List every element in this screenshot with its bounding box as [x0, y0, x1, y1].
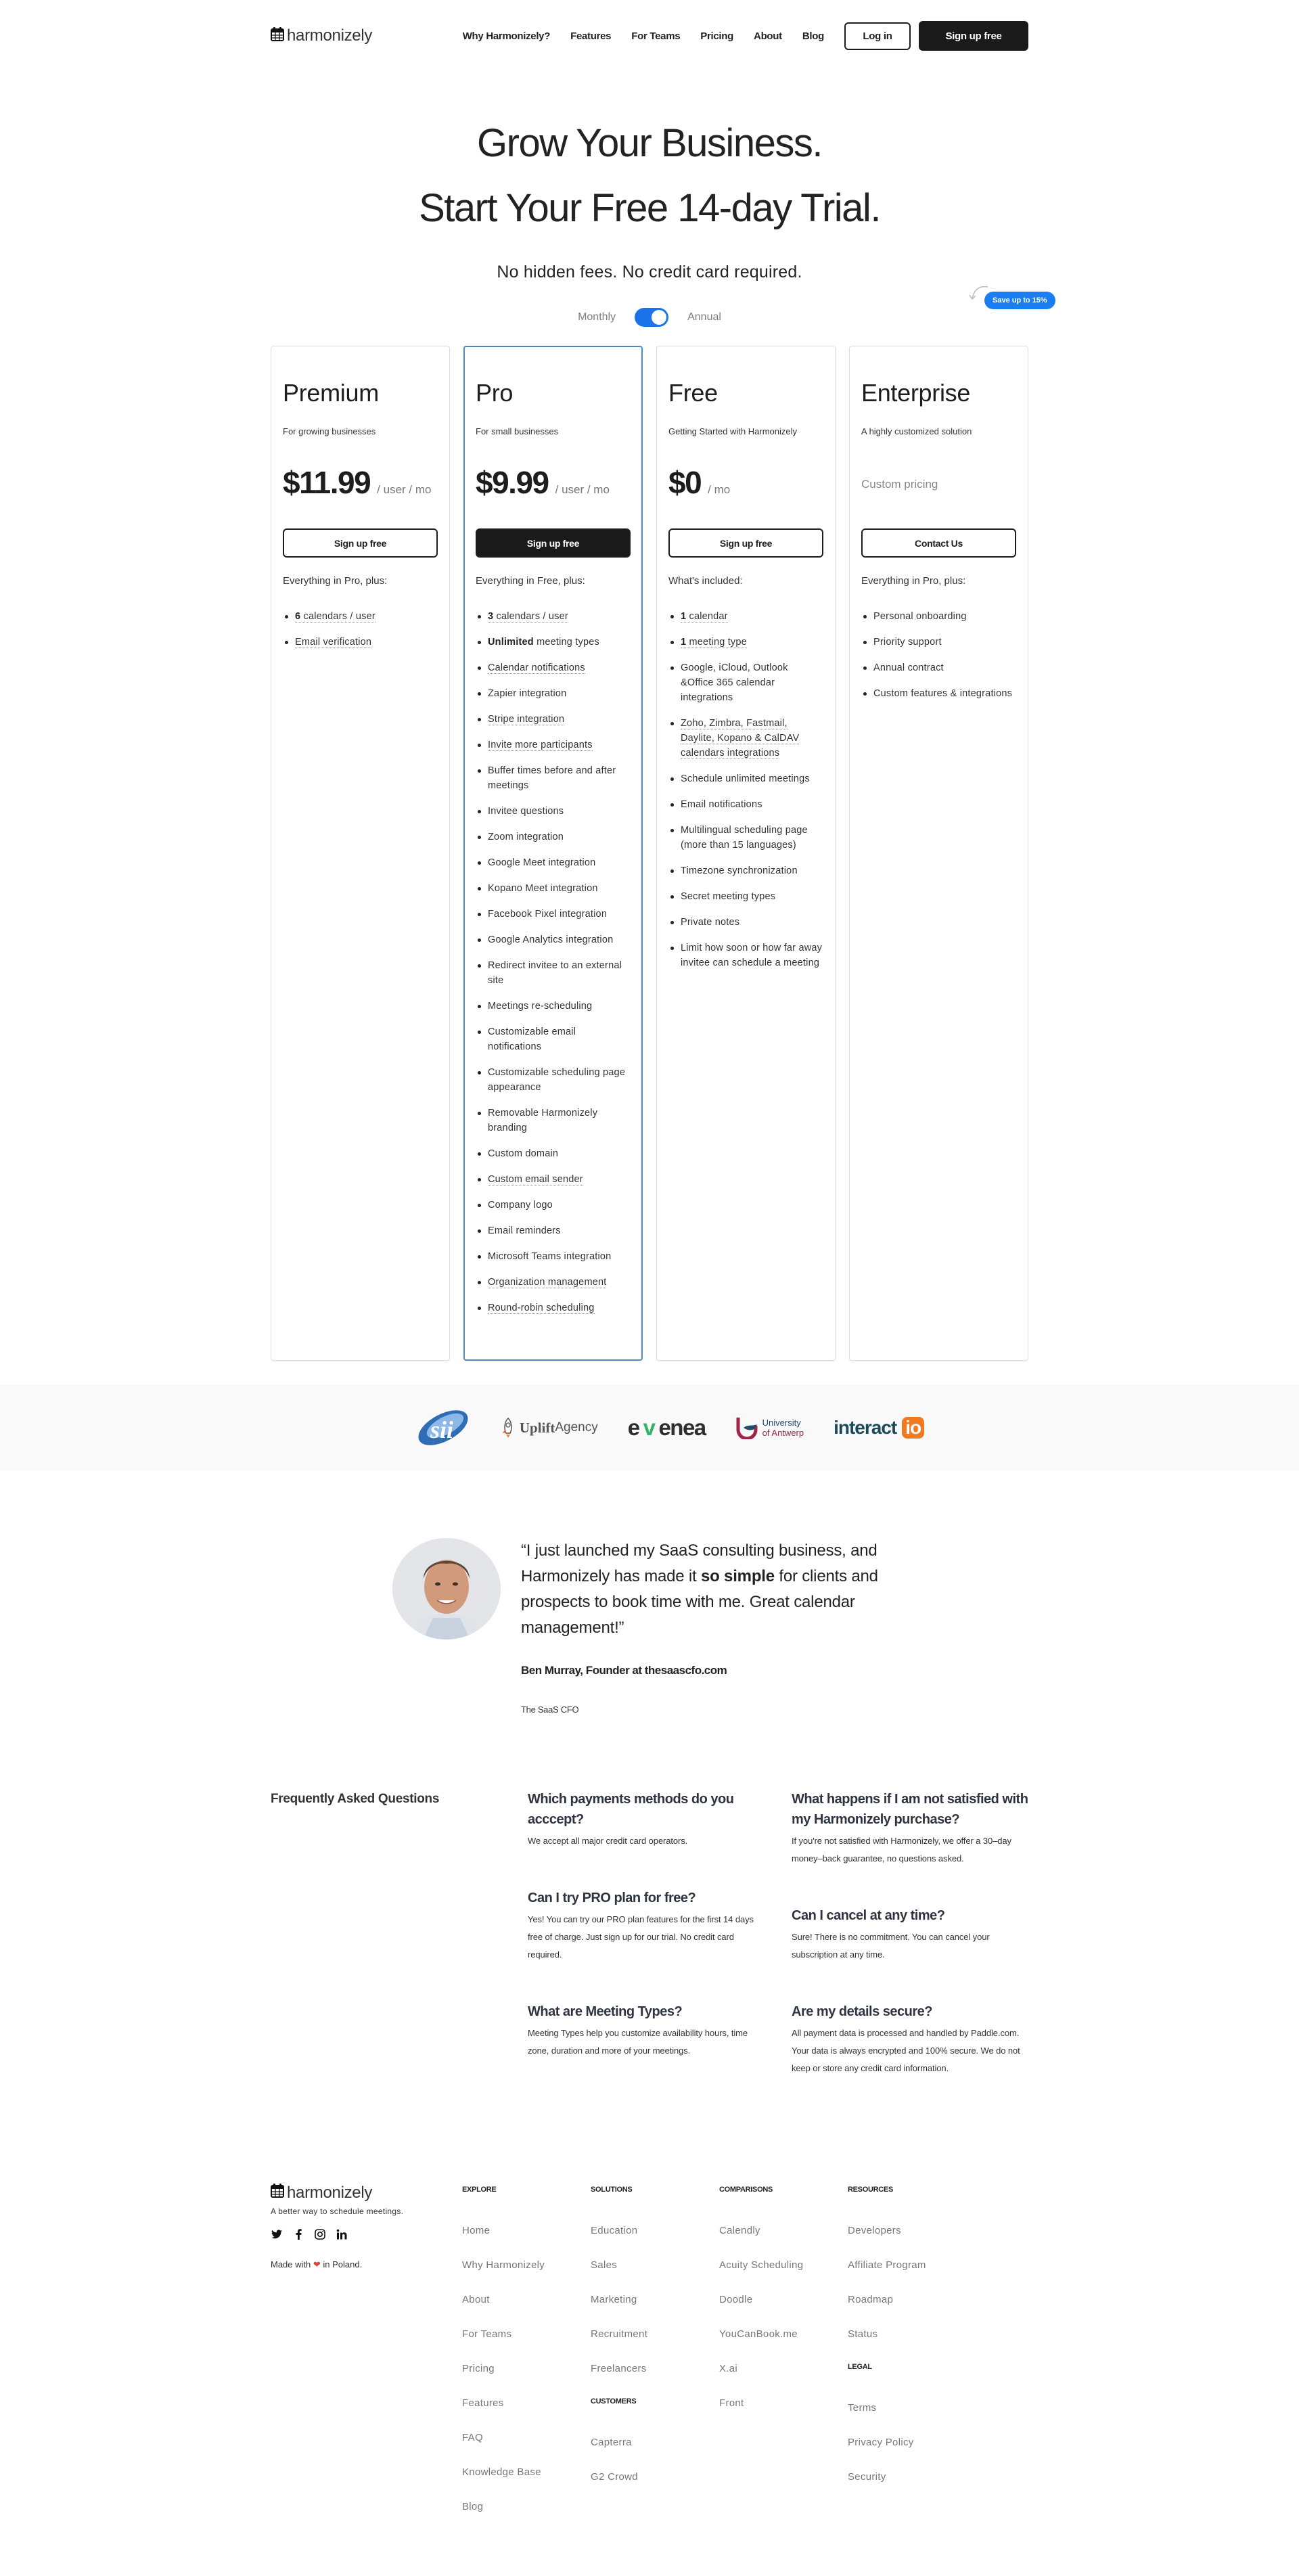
- faq-item: [792, 1905, 1028, 1964]
- feature-item: Timezone synchronization: [668, 863, 823, 878]
- footer-link-freelancers[interactable]: Freelancers: [591, 2363, 647, 2374]
- feature-item: Round-robin scheduling: [476, 1301, 631, 1315]
- faq-column-left: [528, 1789, 765, 2115]
- plan-name: Enterprise: [861, 379, 971, 407]
- twitter-icon[interactable]: [271, 2228, 283, 2240]
- footer-link-home[interactable]: Home: [462, 2225, 491, 2236]
- faq-item: [792, 1789, 1028, 1868]
- feature-item: Google Meet integration: [476, 855, 631, 870]
- feature-item: Facebook Pixel integration: [476, 907, 631, 922]
- plan-name: Premium: [283, 379, 379, 407]
- testimonial-company: The SaaS CFO: [521, 1704, 579, 1715]
- faq-answer: Meeting Types help you customize availability hours, time zone, duration and more of your meetings.: [528, 2028, 748, 2056]
- faq-item: [528, 1789, 765, 1850]
- svg-text:sii: sii: [430, 1416, 453, 1443]
- feature-item: Stripe integration: [476, 712, 631, 727]
- faq-section: [271, 1789, 1028, 2115]
- save-badge: Save up to 15%: [984, 292, 1055, 309]
- feature-item: Customizable email notifications: [476, 1024, 631, 1054]
- feature-item: Email reminders: [476, 1223, 631, 1238]
- evenea-logo: e v enea: [627, 1415, 706, 1440]
- includes-heading: Everything in Free, plus:: [476, 575, 585, 587]
- feature-item: 6 calendars / user: [283, 609, 438, 624]
- made-text: Made with: [271, 2259, 311, 2269]
- feature-item: Buffer times before and after meetings: [476, 763, 631, 793]
- brand-name: harmonizely: [287, 2183, 373, 2202]
- footer-link-sales[interactable]: Sales: [591, 2259, 618, 2271]
- footer-link-blog[interactable]: Blog: [462, 2501, 484, 2512]
- feature-item: Removable Harmonizely branding: [476, 1106, 631, 1135]
- nav-pricing[interactable]: Pricing: [700, 30, 734, 42]
- plan-card-enterprise: [849, 346, 1028, 1361]
- footer-link-acuity-scheduling[interactable]: Acuity Scheduling: [719, 2259, 804, 2271]
- plan-description: For small businesses: [476, 426, 559, 436]
- footer-link-security[interactable]: Security: [848, 2471, 886, 2483]
- pricing-cards: [271, 346, 1028, 1361]
- footer-link-pricing[interactable]: Pricing: [462, 2363, 495, 2374]
- footer-link-developers[interactable]: Developers: [848, 2225, 901, 2236]
- plan-card-premium: [271, 346, 450, 1361]
- footer-link-g2-crowd[interactable]: G2 Crowd: [591, 2471, 638, 2483]
- brand-name: harmonizely: [287, 26, 373, 45]
- calendar-logo-icon: [271, 2183, 284, 2202]
- comparisons-links: [719, 2225, 848, 2410]
- nav-features[interactable]: Features: [570, 30, 612, 42]
- footer-link-doodle[interactable]: Doodle: [719, 2294, 753, 2305]
- nav-for-teams[interactable]: For Teams: [631, 30, 681, 42]
- feature-item: Annual contract: [861, 660, 1016, 675]
- feature-item: Zoom integration: [476, 830, 631, 844]
- plan-price: $0: [668, 465, 702, 500]
- feature-item: Invite more participants: [476, 738, 631, 752]
- feature-item: Calendar notifications: [476, 660, 631, 675]
- feature-item: Custom domain: [476, 1146, 631, 1161]
- price-row: [668, 464, 823, 512]
- footer-heading-comparisons: COMPARISONS: [719, 2186, 773, 2194]
- linkedin-icon[interactable]: [336, 2228, 348, 2240]
- feature-item: Unlimited meeting types: [476, 635, 631, 650]
- feature-item: Custom email sender: [476, 1172, 631, 1187]
- feature-item: Company logo: [476, 1198, 631, 1213]
- legal-links: [848, 2402, 976, 2483]
- facebook-icon[interactable]: [292, 2228, 304, 2240]
- plan-price: $9.99: [476, 465, 549, 500]
- footer-link-affiliate-program[interactable]: Affiliate Program: [848, 2259, 926, 2271]
- footer-link-privacy-policy[interactable]: Privacy Policy: [848, 2437, 914, 2448]
- price-unit: / mo: [708, 483, 731, 496]
- feature-item: 1 meeting type: [668, 635, 823, 650]
- footer-link-capterra[interactable]: Capterra: [591, 2437, 632, 2448]
- faq-question: What happens if I am not satisfied with my Harmonizely purchase?: [792, 1792, 1028, 1827]
- custom-pricing-label: Custom pricing: [861, 478, 938, 491]
- plan-name: Free: [668, 379, 718, 407]
- feature-list: [476, 609, 631, 1315]
- plan-card-pro: [463, 346, 643, 1361]
- feature-item: Private notes: [668, 915, 823, 930]
- footer-link-youcanbook-me[interactable]: YouCanBook.me: [719, 2328, 798, 2340]
- faq-question: What are Meeting Types?: [528, 2004, 683, 2019]
- feature-item: Schedule unlimited meetings: [668, 771, 823, 786]
- faq-question: Are my details secure?: [792, 2004, 932, 2019]
- footer-tagline: A better way to schedule meetings.: [271, 2207, 404, 2216]
- contact-us-button[interactable]: Contact Us: [861, 528, 1016, 558]
- billing-toggle-row: [271, 296, 1047, 331]
- footer-link-marketing[interactable]: Marketing: [591, 2294, 637, 2305]
- plan-description: Getting Started with Harmonizely: [668, 426, 798, 436]
- footer-col-comparisons: [719, 2183, 848, 2535]
- plan-name: Pro: [476, 379, 514, 407]
- footer-link-recruitment[interactable]: Recruitment: [591, 2328, 648, 2340]
- footer-heading-legal: LEGAL: [848, 2363, 872, 2371]
- quote-text: for clients and prospects to book time with me. Great calendar management!”: [521, 1567, 878, 1637]
- login-button[interactable]: Log in: [844, 22, 911, 50]
- solutions-links: [591, 2225, 719, 2375]
- price-row: [476, 464, 631, 512]
- feature-item: Meetings re-scheduling: [476, 999, 631, 1014]
- hero-title-line-1: Grow Your Business.: [477, 121, 822, 165]
- faq-item: [528, 1888, 765, 1964]
- signup-button[interactable]: Sign up free: [919, 21, 1028, 51]
- footer: [271, 2183, 1028, 2576]
- free-signup-button[interactable]: Sign up free: [668, 528, 823, 558]
- faq-answer: All payment data is processed and handled by Paddle.com. Your data is always encrypted and 100% secure. We do not keep or store any credit card information.: [792, 2028, 1020, 2073]
- feature-item: Email notifications: [668, 797, 823, 812]
- feature-list: [668, 609, 823, 970]
- faq-item: [528, 2002, 765, 2060]
- social-links: [271, 2228, 462, 2240]
- footer-heading-explore: EXPLORE: [462, 2186, 497, 2194]
- nav-links: [463, 21, 1028, 51]
- plan-description: For growing businesses: [283, 426, 376, 436]
- feature-item: Secret meeting types: [668, 889, 823, 904]
- quote-emphasis: so simple: [700, 1567, 775, 1585]
- customer-logos-band: [0, 1385, 1299, 1470]
- nav-blog[interactable]: Blog: [802, 30, 824, 42]
- premium-signup-button[interactable]: Sign up free: [283, 528, 438, 558]
- plan-card-free: [656, 346, 836, 1361]
- footer-link-features[interactable]: Features: [462, 2397, 504, 2409]
- pro-signup-button[interactable]: Sign up free: [476, 528, 631, 558]
- quote-text: “I just launched my SaaS consulting business, and Harmonizely has made it: [521, 1541, 878, 1585]
- feature-item: Google, iCloud, Outlook &Office 365 calendar integrations: [668, 660, 823, 705]
- footer-link-terms[interactable]: Terms: [848, 2402, 877, 2414]
- footer-link-why-harmonizely[interactable]: Why Harmonizely: [462, 2259, 545, 2271]
- feature-item: Kopano Meet integration: [476, 881, 631, 896]
- footer-heading-customers: CUSTOMERS: [591, 2397, 637, 2405]
- testimonial-quote: [521, 1538, 920, 1641]
- feature-item: Limit how soon or how far away invitee can schedule a meeting: [668, 941, 823, 970]
- footer-link-roadmap[interactable]: Roadmap: [848, 2294, 894, 2305]
- brand-logo[interactable]: [271, 26, 372, 46]
- footer-link-faq[interactable]: FAQ: [462, 2432, 483, 2443]
- faq-item: [792, 2002, 1028, 2077]
- feature-item: Google Analytics integration: [476, 932, 631, 947]
- hero-title-line-2: Start Your Free 14-day Trial.: [419, 186, 880, 230]
- footer-link-knowledge-base[interactable]: Knowledge Base: [462, 2466, 541, 2478]
- hero-subtitle: No hidden fees. No credit card required.: [497, 263, 802, 281]
- feature-item: 1 calendar: [668, 609, 823, 624]
- hero: [271, 72, 1047, 331]
- footer-link-calendly[interactable]: Calendly: [719, 2225, 760, 2236]
- feature-item: Multilingual scheduling page (more than 15 languages): [668, 823, 823, 853]
- feature-item: Organization management: [476, 1275, 631, 1290]
- heart-icon: ❤: [313, 2259, 321, 2269]
- feature-item: Personal onboarding: [861, 609, 1016, 624]
- testimonial: [392, 1538, 920, 1715]
- footer-link-x-ai[interactable]: X.ai: [719, 2363, 738, 2374]
- feature-list: [283, 609, 438, 650]
- faq-question: Which payments methods do you acccept?: [528, 1792, 734, 1827]
- faq-answer: We accept all major credit card operators.: [528, 1836, 688, 1846]
- testimonial-author: Ben Murray, Founder at thesaascfo.com: [521, 1664, 727, 1677]
- feature-item: Zoho, Zimbra, Fastmail, Daylite, Kopano & CalDAV calendars integrations: [668, 716, 823, 761]
- footer-link-status[interactable]: Status: [848, 2328, 878, 2340]
- footer-link-front[interactable]: Front: [719, 2397, 744, 2409]
- customers-links: [591, 2437, 719, 2483]
- footer-col-explore: [462, 2183, 591, 2535]
- resources-links: [848, 2225, 976, 2341]
- price-unit: / user / mo: [377, 483, 432, 496]
- faq-question: Can I cancel at any time?: [792, 1908, 945, 1923]
- footer-link-for-teams[interactable]: For Teams: [462, 2328, 512, 2340]
- footer-link-education[interactable]: Education: [591, 2225, 638, 2236]
- plan-description: A highly customized solution: [861, 426, 972, 436]
- sii-logo: [415, 1409, 471, 1446]
- calendar-logo-icon: [271, 26, 284, 46]
- faq-column-right: [792, 1789, 1028, 2115]
- faq-title: Frequently Asked Questions: [271, 1792, 440, 1806]
- made-with-love: [271, 2259, 462, 2270]
- university-of-antwerp-logo: University of Antwerp: [735, 1416, 804, 1439]
- footer-col-solutions: [591, 2183, 719, 2535]
- includes-heading: Everything in Pro, plus:: [283, 575, 388, 587]
- feature-item: Email verification: [283, 635, 438, 650]
- interactio-logo: interact io: [834, 1417, 924, 1439]
- testimonial-avatar: [392, 1538, 501, 1640]
- footer-brand: [271, 2183, 462, 2535]
- faq-answer: If you're not satisfied with Harmonizely, we offer a 30–day money–back guarantee, no questions asked.: [792, 1836, 1011, 1863]
- footer-heading-solutions: SOLUTIONS: [591, 2186, 633, 2194]
- footer-col-resources: [848, 2183, 976, 2535]
- billing-monthly-label[interactable]: Monthly: [578, 311, 616, 323]
- feature-list: [861, 609, 1016, 701]
- feature-item: Microsoft Teams integration: [476, 1249, 631, 1264]
- price-row: [861, 464, 1016, 512]
- plan-price: $11.99: [283, 465, 371, 500]
- feature-item: Customizable scheduling page appearance: [476, 1065, 631, 1095]
- faq-question: Can I try PRO plan for free?: [528, 1891, 696, 1905]
- instagram-icon[interactable]: [314, 2228, 326, 2240]
- feature-item: 3 calendars / user: [476, 609, 631, 624]
- feature-item: Zapier integration: [476, 686, 631, 701]
- feature-item: Invitee questions: [476, 804, 631, 819]
- price-row: [283, 464, 438, 512]
- nav-about[interactable]: About: [754, 30, 782, 42]
- billing-period-toggle[interactable]: [635, 308, 668, 327]
- explore-links: [462, 2225, 591, 2513]
- includes-heading: What's included:: [668, 575, 743, 587]
- made-text: in Poland.: [323, 2259, 363, 2269]
- uplift-agency-logo: Uplift Agency: [501, 1417, 598, 1439]
- top-nav: [271, 0, 1028, 72]
- billing-annual-label[interactable]: Annual: [687, 311, 721, 323]
- nav-why-harmonizely[interactable]: Why Harmonizely?: [462, 30, 551, 42]
- includes-heading: Everything in Pro, plus:: [861, 575, 966, 587]
- feature-item: Custom features & integrations: [861, 686, 1016, 701]
- footer-heading-resources: RESOURCES: [848, 2186, 893, 2194]
- feature-item: Redirect invitee to an external site: [476, 958, 631, 988]
- price-unit: / user / mo: [555, 483, 610, 496]
- faq-answer: Yes! You can try our PRO plan features for the first 14 days free of charge. Just sign up for our trial. No credit card required.: [528, 1914, 754, 1960]
- faq-answer: Sure! There is no commitment. You can cancel your subscription at any time.: [792, 1932, 990, 1960]
- footer-link-about[interactable]: About: [462, 2294, 490, 2305]
- feature-item: Priority support: [861, 635, 1016, 650]
- footer-logo[interactable]: [271, 2183, 462, 2202]
